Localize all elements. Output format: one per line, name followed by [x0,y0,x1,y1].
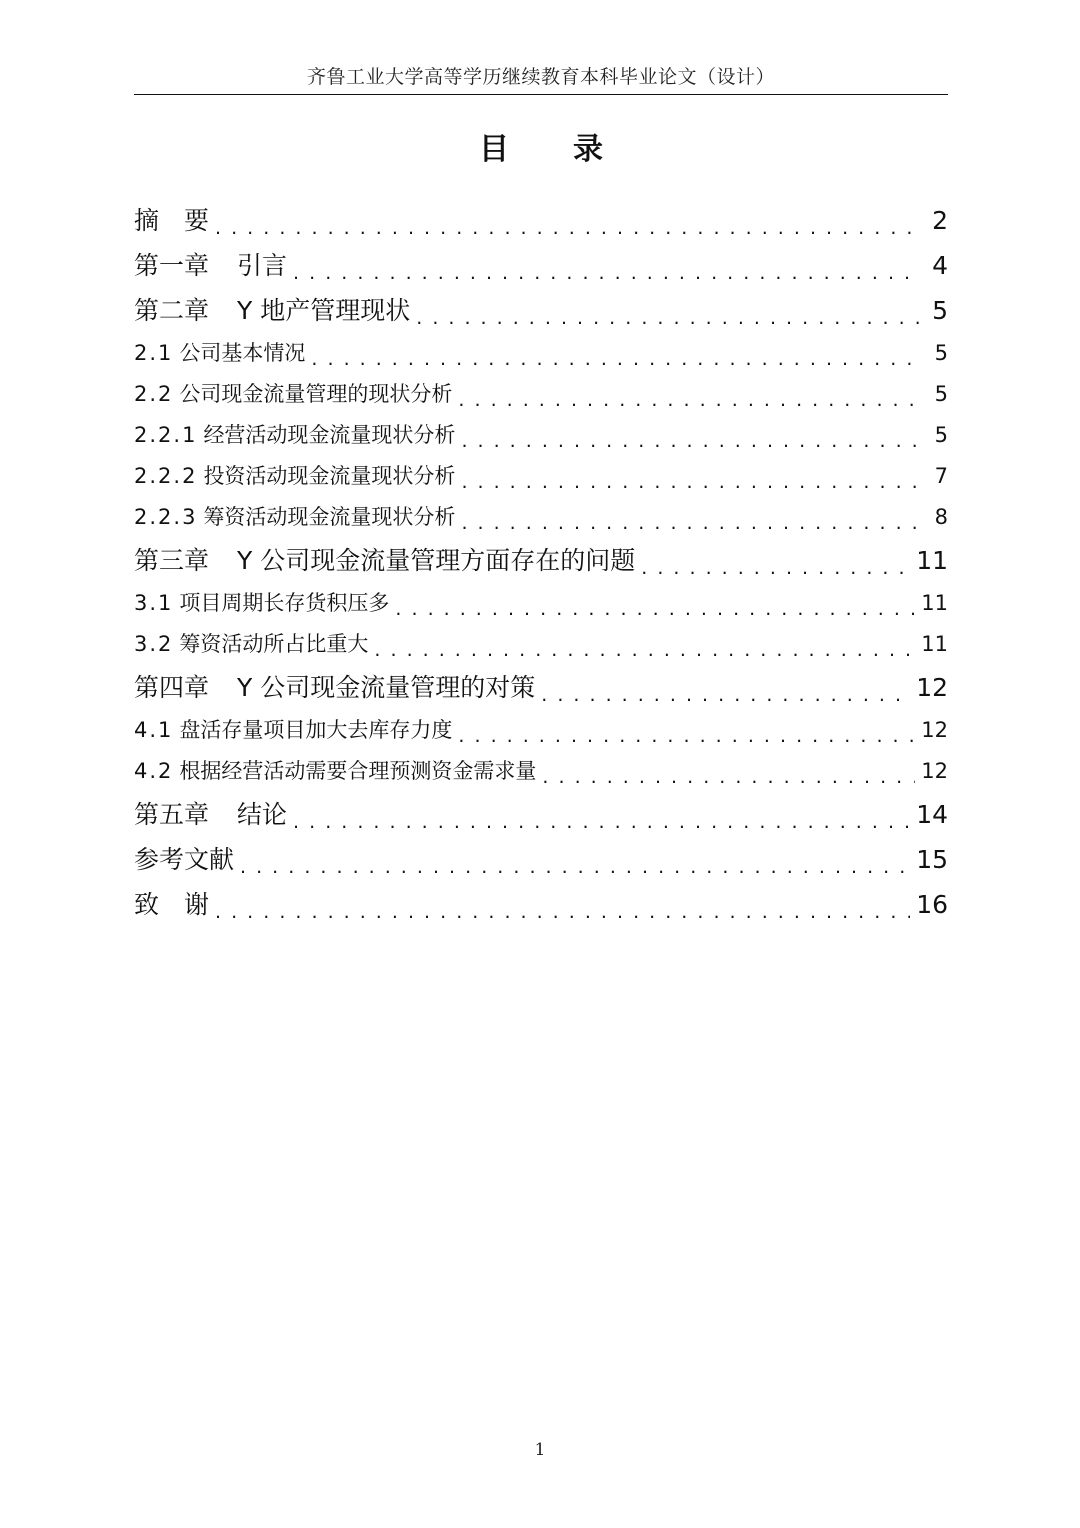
toc-entry-page: 11 [921,591,948,615]
toc-entry-number: 第三章 [134,546,210,575]
toc-dot-leader [461,415,920,456]
toc-entry-page: 12 [921,759,948,783]
toc-entry-title: 项目周期长存货积压多 [179,591,390,615]
toc-entry-page: 5 [934,423,948,447]
toc-entry-page: 11 [921,632,948,656]
toc-entry-number: 4.1 [134,718,174,742]
toc-entry[interactable] [134,624,948,665]
toc-entry-title: Y 公司现金流量管理方面存在的问题 [237,546,636,575]
toc-entry-number: 2.1 [134,341,174,365]
toc-dot-leader [461,456,920,497]
toc-entry[interactable] [134,333,948,374]
toc-dot-leader [374,624,915,665]
toc-entry-number: 3.2 [134,632,174,656]
toc-dot-leader [215,198,920,243]
toc-entry-number: 3.1 [134,591,174,615]
toc-entry-page: 5 [934,382,948,406]
toc-entry-number: 第四章 [134,673,210,702]
toc-entry[interactable] [134,665,948,710]
toc-entry-page: 11 [916,546,948,575]
toc-entry-title: 投资活动现金流量现状分析 [203,464,456,488]
toc-entry-title: 根据经营活动需要合理预测资金需求量 [179,759,537,783]
toc-entry[interactable] [134,415,948,456]
toc-entry-page: 15 [916,845,948,874]
toc-dot-leader [541,665,910,710]
toc-entry[interactable] [134,456,948,497]
toc-dot-leader [215,882,910,927]
toc-entry-number: 2.2.1 [134,423,198,447]
toc-dot-leader [293,243,920,288]
toc-entry-page: 5 [932,296,948,325]
toc-entry-title: 结论 [237,800,288,829]
toc-entry-number: 2.2.2 [134,464,198,488]
toc-entry-number: 4.2 [134,759,174,783]
toc-entry-title: 致 谢 [134,890,210,919]
toc-dot-leader [240,837,910,882]
toc-entry-title: 盘活存量项目加大去库存力度 [179,718,453,742]
toc-entry-title: 公司基本情况 [179,341,306,365]
toc-entry[interactable] [134,497,948,538]
toc-title [134,128,948,172]
toc-entry-page: 7 [934,464,948,488]
toc-entry-number: 2.2.3 [134,505,198,529]
toc-entry[interactable] [134,538,948,583]
toc-dot-leader [641,538,910,583]
toc-dot-leader [311,333,920,374]
toc-entry-number: 第五章 [134,800,210,829]
toc-entry-title: 筹资活动现金流量现状分析 [203,505,456,529]
toc-entry-page: 16 [916,890,948,919]
toc-entry-page: 14 [916,800,948,829]
toc-entry-page: 8 [934,505,948,529]
toc-entry[interactable] [134,882,948,927]
toc-entry[interactable] [134,288,948,333]
toc-entry-title: 经营活动现金流量现状分析 [203,423,456,447]
toc-entry-title: Y 地产管理现状 [237,296,411,325]
toc-dot-leader [395,583,915,624]
running-header: 齐鲁工业大学高等学历继续教育本科毕业论文（设计） [306,66,775,88]
toc-dot-leader [542,751,915,792]
toc-dot-leader [458,710,915,751]
toc-entry-page: 12 [916,673,948,702]
toc-dot-leader [416,288,920,333]
toc-dot-leader [458,374,920,415]
toc-entry-number: 2.2 [134,382,174,406]
toc-entry-title: 筹资活动所占比重大 [179,632,369,656]
header-rule [134,94,948,95]
toc-entry-title: 引言 [237,251,288,280]
toc-title-char: 录 [573,132,603,167]
toc-entry-title: 参考文献 [134,845,235,874]
toc-entry[interactable] [134,374,948,415]
toc-entry[interactable] [134,243,948,288]
toc-entry-number: 第二章 [134,296,210,325]
toc-entry-title: 公司现金流量管理的现状分析 [179,382,453,406]
toc-entry-title: 摘 要 [134,206,210,235]
toc-entry[interactable] [134,710,948,751]
toc-entry[interactable] [134,751,948,792]
toc-entry-page: 5 [934,341,948,365]
toc-entry[interactable] [134,198,948,243]
page-number: 1 [534,1440,546,1460]
toc-title-char: 目 [479,132,509,167]
toc-entry[interactable] [134,583,948,624]
toc-entry-page: 4 [932,251,948,280]
toc-entry[interactable] [134,837,948,882]
toc-entry-title: Y 公司现金流量管理的对策 [237,673,536,702]
toc-dot-leader [461,497,920,538]
toc-entry-number: 第一章 [134,251,210,280]
toc-dot-leader [293,792,910,837]
toc-entry[interactable] [134,792,948,837]
table-of-contents [134,198,948,927]
toc-entry-page: 2 [932,206,948,235]
toc-entry-page: 12 [921,718,948,742]
